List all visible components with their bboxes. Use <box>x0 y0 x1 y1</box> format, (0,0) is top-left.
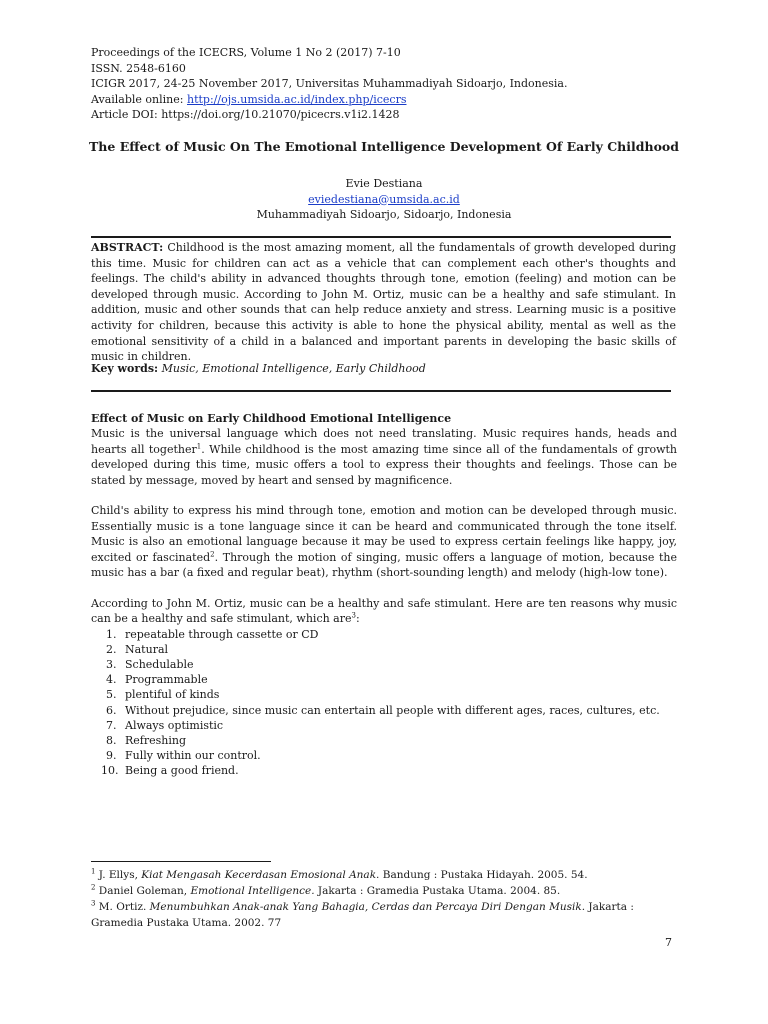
reasons-list <box>91 627 677 779</box>
footnote-3: $^3$ M. Ortiz. Menumbuhkan Anak-anak Yang Bahagia, Cerdas dan Percaya Diri Dengan Musik. Jakarta : Gramedia Pustaka Utama. 2002. 77 <box>91 899 634 929</box>
keywords <box>91 361 426 377</box>
abstract-bottom-rule <box>91 390 671 392</box>
list-item: 4. Programmable <box>106 673 208 687</box>
list-item: 8. Refreshing <box>106 734 187 748</box>
journal-url-link[interactable]: http://ojs.umsida.ac.id/index.php/icecrs <box>186 92 407 106</box>
footnote-ref-3: 3 <box>351 611 356 620</box>
footnote-separator <box>91 861 271 862</box>
footnote-ref-2: 2 <box>210 549 215 558</box>
main-body <box>91 411 677 779</box>
footnote-2: $^2$ Daniel Goleman, Emotional Intelligence. Jakarta : Gramedia Pustaka Utama. 2004. 85. <box>91 883 561 897</box>
section-heading: Effect of Music on Early Childhood Emotional Intelligence <box>91 412 452 425</box>
keywords-label: Key words: <box>91 362 159 375</box>
list-item: 9. Fully within our control. <box>106 749 261 763</box>
list-item: 3. Schedulable <box>106 658 194 672</box>
author-block <box>60 176 708 223</box>
keywords-value: Music, Emotional Intelligence, Early Childhood <box>161 362 426 375</box>
proceedings-header <box>91 45 568 123</box>
list-item: 7. Always optimistic <box>106 718 224 732</box>
online-line <box>91 92 568 108</box>
footnote-1: $^1$ J. Ellys, Kiat Mengasah Kecerdasan Emosional Anak. Bandung : Pustaka Hidayah. 2005. 54. <box>91 867 588 881</box>
footnote-ref-1: 1 <box>196 442 202 451</box>
author-name: Evie Destiana <box>345 177 423 190</box>
conference-line: ICIGR 2017, 24-25 November 2017, Universitas Muhammadiyah Sidoarjo, Indonesia. <box>91 77 568 90</box>
list-item: 5. plentiful of kinds <box>106 688 220 702</box>
online-label: Available online: <box>91 92 187 106</box>
footnotes <box>91 867 681 931</box>
abstract-text: Childhood is the most amazing moment, all the fundamentals of growth developed during this time. Music for children can act as a vehicle that can complement each other's thoughts and feelings. The child's ability in advanced thoughts through tone, emotion (feeling) and motion can be developed through music. According to John M. Ortiz, music can be a healthy and safe stimulant. In addition, music and other sounds that can help reduce anxiety and stress. Learning music is a positive activity for children, because this activity is able to hone the physical ability, mental as well as the emotional sensitivity of a child in a balanced and important parents in developing the basic skills of music in children. <box>91 241 676 364</box>
abstract <box>91 240 676 365</box>
paragraph-3: According to John M. Ortiz, music can be a healthy and safe stimulant. Here are ten reasons why music can be a healthy and safe stimulant, which are$^3$: <box>91 596 677 626</box>
author-affiliation: Muhammadiyah Sidoarjo, Sidoarjo, Indonesia <box>256 208 512 221</box>
doi-line: Article DOI: https://doi.org/10.21070/picecrs.v1i2.1428 <box>91 108 400 121</box>
paragraph-1: Music is the universal language which does not need translating. Music requires hands, heads and hearts all together$^1$. While childhood is the most amazing time since all of the fundamentals of growth developed during this time, music offers a tool to express their thoughts and feelings. Those can be stated by message, moved by heart and sensed by magnificence. <box>91 427 677 487</box>
abstract-label: ABSTRACT: <box>91 241 164 254</box>
page-number: 7 <box>665 936 672 949</box>
abstract-top-rule <box>91 236 671 238</box>
journal-line: Proceedings of the ICECRS, Volume 1 No 2 (2017) 7-10 <box>91 46 401 59</box>
paragraph-2: Child's ability to express his mind through tone, emotion and motion can be developed through music. Essentially music is a tone language since it can be heard and communicated through the tone itself. Music is also an emotional language because it may be used to express certain feelings like happy, joy, excited or fascinated$^2$. Through the motion of singing, music offers a language of motion, because the music has a bar (a fixed and regular beat), rhythm (short-sounding length) and melody (high-low tone). <box>91 504 677 580</box>
list-item: 1. repeatable through cassette or CD <box>106 627 319 641</box>
list-item: 2. Natural <box>106 642 169 656</box>
list-item: 10. Being a good friend. <box>101 764 239 778</box>
paper-title: The Effect of Music On The Emotional Intelligence Development Of Early Childhood <box>89 139 679 154</box>
issn-line: ISSN. 2548-6160 <box>91 61 186 75</box>
list-item: 6. Without prejudice, since music can entertain all people with different ages, races, cultures, etc. <box>106 703 660 717</box>
author-email-link[interactable]: eviedestiana@umsida.ac.id <box>308 192 460 206</box>
